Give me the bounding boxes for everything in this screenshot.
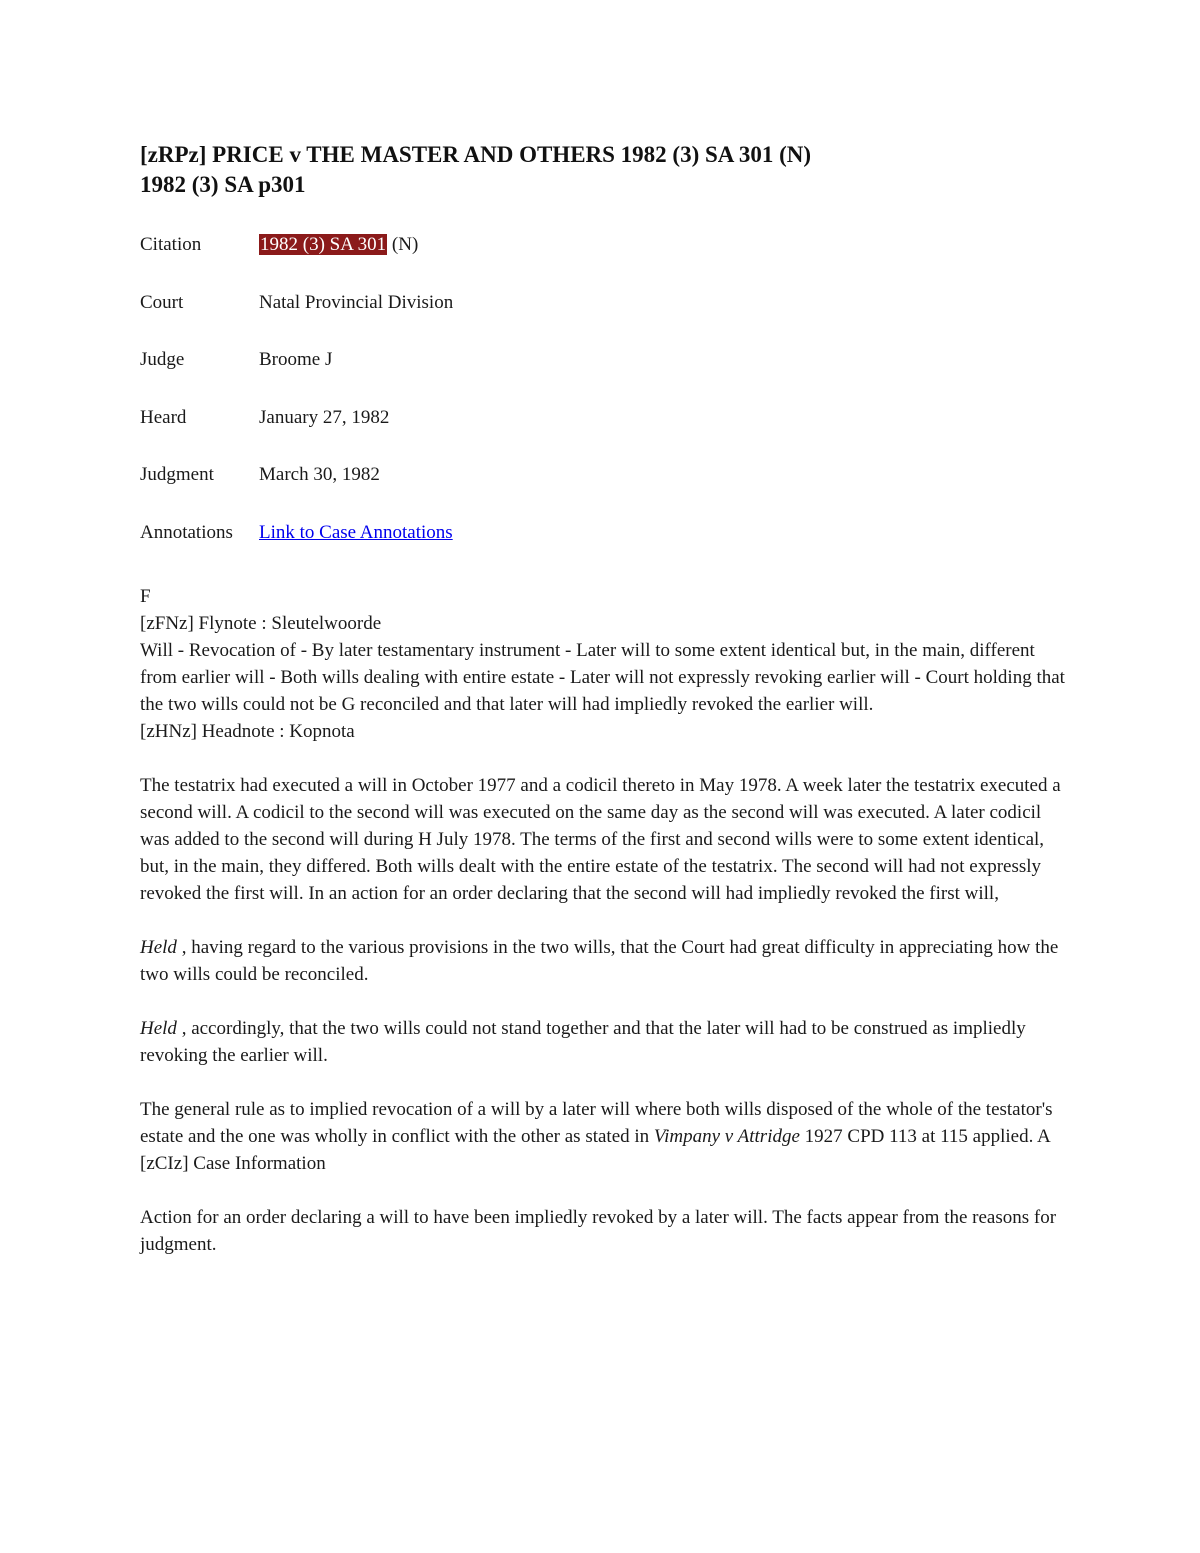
annotations-row bbox=[140, 522, 1070, 580]
heard-label: Heard bbox=[140, 406, 187, 428]
citation-label: Citation bbox=[140, 234, 202, 255]
annotations-label: Annotations bbox=[140, 521, 233, 543]
general-rule-paragraph bbox=[140, 1096, 1070, 1150]
judge-label: Judge bbox=[140, 349, 185, 370]
court-value: Natal Provincial Division bbox=[259, 291, 454, 313]
judgment-label: Judgment bbox=[140, 464, 214, 485]
judge-value: Broome J bbox=[259, 349, 333, 370]
held-paragraph-2 bbox=[140, 1015, 1070, 1069]
held-text-2: , accordingly, that the two wills could not stand together and that the later will had to be construed as impliedly revoking the earlier will. bbox=[140, 1018, 1026, 1066]
case-info-heading: [zCIz] Case Information bbox=[140, 1153, 326, 1174]
citation-value bbox=[259, 234, 418, 256]
heard-row bbox=[140, 407, 1070, 465]
held-italic-1: Held bbox=[140, 937, 177, 958]
judge-row bbox=[140, 349, 1070, 407]
flynote-heading: [zFNz] Flynote : Sleutelwoorde bbox=[140, 613, 382, 634]
held-italic-2: Held bbox=[140, 1018, 177, 1039]
case-body bbox=[140, 583, 1070, 1258]
spacer bbox=[140, 745, 1070, 772]
citation-row bbox=[140, 234, 1070, 292]
judgment-row bbox=[140, 464, 1070, 522]
headnote-facts-paragraph: The testatrix had executed a will in October 1977 and a codicil thereto in May 1978. A week later the testatrix executed a second will. A codicil to the second will was executed on the same day as the second will was executed. A later codicil was added to the second will during H July 1978. The terms of the first and second wills were to some extent identical, but, in the main, they differed. Both wills dealt with the entire estate of the testatrix. The second will had not expressly revoked the first will. In an action for an order declaring that the second will had impliedly revoked the first will, bbox=[140, 775, 1061, 904]
rule-text: The general rule as to implied revocation of a will by a later will where both wills disposed of the whole of the testator's estate and the one was wholly in conflict with the other as stated in bbox=[140, 1099, 1053, 1147]
judgment-value: March 30, 1982 bbox=[259, 464, 380, 485]
case-info-paragraph: Action for an order declaring a will to have been impliedly revoked by a later will. The facts appear from the reasons for judgment. bbox=[140, 1207, 1057, 1255]
case-metadata bbox=[140, 234, 1070, 579]
court-row bbox=[140, 292, 1070, 350]
rule-case-name: Vimpany v Attridge bbox=[653, 1126, 800, 1147]
heard-value: January 27, 1982 bbox=[259, 406, 390, 428]
title-line-2: 1982 (3) SA p301 bbox=[140, 172, 306, 197]
page-title bbox=[140, 140, 1070, 200]
citation-suffix: (N) bbox=[387, 234, 419, 255]
held-paragraph-1 bbox=[140, 934, 1070, 988]
case-annotations-link[interactable]: Link to Case Annotations bbox=[259, 521, 453, 543]
title-line-1: [zRPz] PRICE v THE MASTER AND OTHERS 1982 (3) SA 301 (N) bbox=[140, 142, 812, 167]
citation-highlight[interactable]: 1982 (3) SA 301 bbox=[260, 234, 387, 255]
held-text-1: , having regard to the various provisions in the two wills, that the Court had great difficulty in appreciating how the two wills could be reconciled. bbox=[140, 937, 1059, 985]
page-marker-f: F bbox=[140, 586, 151, 607]
court-label: Court bbox=[140, 291, 184, 313]
spacer bbox=[140, 1177, 1070, 1204]
headnote-heading: [zHNz] Headnote : Kopnota bbox=[140, 721, 355, 742]
rule-tail: 1927 CPD 113 at 115 applied. A bbox=[799, 1126, 1051, 1147]
flynote-text: Will - Revocation of - By later testamentary instrument - Later will to some extent identical but, in the main, different from earlier will - Both wills dealing with entire estate - Later will not expressly revoking earlier will - Court holding that the two wills could not be G reconciled and that later will had impliedly revoked the earlier will. bbox=[140, 640, 1065, 715]
document-page bbox=[140, 140, 1070, 1285]
